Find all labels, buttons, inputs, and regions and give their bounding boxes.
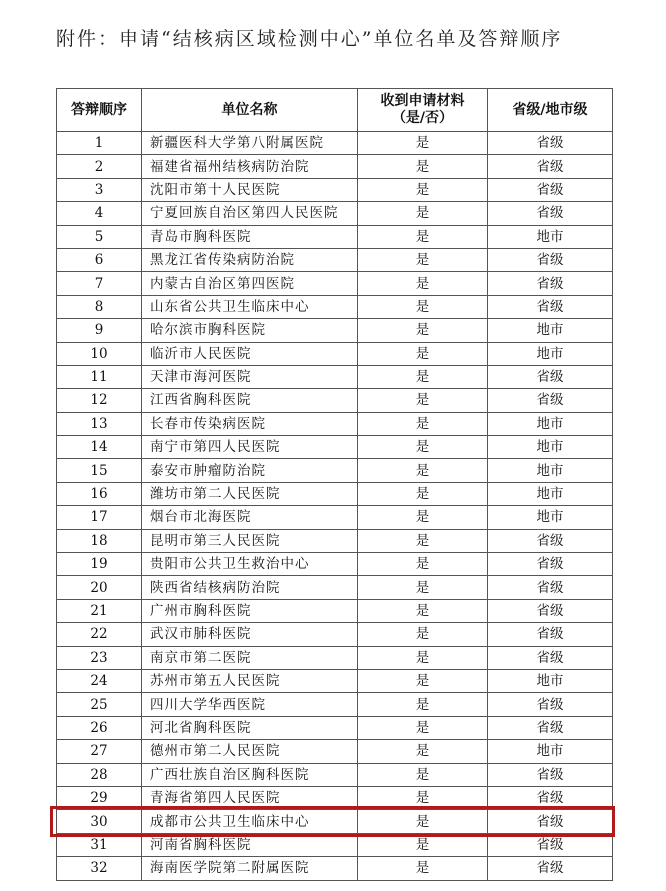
- cell-unit-name: 四川大学华西医院: [142, 693, 358, 716]
- cell-unit-name: 江西省胸科医院: [142, 389, 358, 412]
- cell-unit-name: 潍坊市第二人民医院: [142, 482, 358, 505]
- table-row: [57, 857, 613, 880]
- cell-unit-name: 青海省第四人民医院: [142, 786, 358, 809]
- cell-unit-name: 新疆医科大学第八附属医院: [142, 132, 358, 155]
- cell-order: 28: [57, 763, 142, 786]
- cell-unit-name: 德州市第二人民医院: [142, 740, 358, 763]
- cell-unit-name: 武汉市肺科医院: [142, 623, 358, 646]
- cell-unit-name: 内蒙古自治区第四医院: [142, 272, 358, 295]
- table-row: [57, 599, 613, 622]
- table-row: [57, 810, 613, 833]
- cell-received: 是: [358, 576, 488, 599]
- table-row: [57, 833, 613, 856]
- cell-received: 是: [358, 740, 488, 763]
- cell-level: 地市: [488, 342, 613, 365]
- cell-level: 地市: [488, 412, 613, 435]
- cell-order: 1: [57, 132, 142, 155]
- cell-received: 是: [358, 248, 488, 271]
- cell-order: 10: [57, 342, 142, 365]
- cell-received: 是: [358, 365, 488, 388]
- cell-unit-name: 青岛市胸科医院: [142, 225, 358, 248]
- cell-received: 是: [358, 553, 488, 576]
- cell-level: 省级: [488, 295, 613, 318]
- table-row: [57, 482, 613, 505]
- cell-level: 省级: [488, 833, 613, 856]
- table-row: [57, 786, 613, 809]
- cell-unit-name: 天津市海河医院: [142, 365, 358, 388]
- cell-received: 是: [358, 623, 488, 646]
- cell-unit-name: 沈阳市第十人民医院: [142, 178, 358, 201]
- cell-received: 是: [358, 646, 488, 669]
- cell-order: 6: [57, 248, 142, 271]
- cell-received: 是: [358, 459, 488, 482]
- cell-received: 是: [358, 295, 488, 318]
- cell-received: 是: [358, 412, 488, 435]
- table-row: [57, 459, 613, 482]
- cell-level: 省级: [488, 365, 613, 388]
- cell-level: 地市: [488, 319, 613, 342]
- cell-received: 是: [358, 342, 488, 365]
- table-row: [57, 342, 613, 365]
- cell-order: 20: [57, 576, 142, 599]
- table-row: [57, 202, 613, 225]
- cell-order: 23: [57, 646, 142, 669]
- table-row: [57, 763, 613, 786]
- cell-unit-name: 福建省福州结核病防治院: [142, 155, 358, 178]
- table-body: [57, 132, 613, 881]
- cell-order: 29: [57, 786, 142, 809]
- table-row: [57, 669, 613, 692]
- cell-received: 是: [358, 225, 488, 248]
- cell-order: 8: [57, 295, 142, 318]
- table-row: [57, 716, 613, 739]
- cell-unit-name: 苏州市第五人民医院: [142, 669, 358, 692]
- cell-level: 省级: [488, 810, 613, 833]
- cell-level: 地市: [488, 669, 613, 692]
- cell-level: 省级: [488, 178, 613, 201]
- cell-received: 是: [358, 178, 488, 201]
- document-title: 附件：申请“结核病区域检测中心”单位名单及答辩顺序: [56, 28, 563, 50]
- cell-received: 是: [358, 272, 488, 295]
- cell-level: 省级: [488, 272, 613, 295]
- table-row: [57, 529, 613, 552]
- cell-level: 省级: [488, 786, 613, 809]
- cell-unit-name: 黑龙江省传染病防治院: [142, 248, 358, 271]
- cell-level: 省级: [488, 693, 613, 716]
- cell-order: 12: [57, 389, 142, 412]
- table-row: [57, 178, 613, 201]
- cell-received: 是: [358, 599, 488, 622]
- cell-received: 是: [358, 669, 488, 692]
- cell-unit-name: 海南医学院第二附属医院: [142, 857, 358, 880]
- unit-list-table: [56, 88, 613, 881]
- cell-unit-name: 哈尔滨市胸科医院: [142, 319, 358, 342]
- cell-unit-name: 烟台市北海医院: [142, 506, 358, 529]
- cell-order: 21: [57, 599, 142, 622]
- cell-received: 是: [358, 482, 488, 505]
- cell-level: 省级: [488, 599, 613, 622]
- cell-level: 省级: [488, 646, 613, 669]
- table-row: [57, 506, 613, 529]
- cell-received: 是: [358, 202, 488, 225]
- cell-order: 4: [57, 202, 142, 225]
- cell-unit-name: 南宁市第四人民医院: [142, 436, 358, 459]
- table-row: [57, 740, 613, 763]
- cell-level: 省级: [488, 623, 613, 646]
- table-row: [57, 436, 613, 459]
- cell-order: 13: [57, 412, 142, 435]
- cell-level: 省级: [488, 857, 613, 880]
- table-row: [57, 623, 613, 646]
- cell-level: 地市: [488, 459, 613, 482]
- cell-received: 是: [358, 436, 488, 459]
- cell-unit-name: 贵阳市公共卫生救治中心: [142, 553, 358, 576]
- table-row: [57, 693, 613, 716]
- cell-level: 省级: [488, 132, 613, 155]
- cell-order: 18: [57, 529, 142, 552]
- table-row: [57, 412, 613, 435]
- cell-order: 27: [57, 740, 142, 763]
- cell-level: 省级: [488, 202, 613, 225]
- cell-unit-name: 河南省胸科医院: [142, 833, 358, 856]
- cell-unit-name: 广西壮族自治区胸科医院: [142, 763, 358, 786]
- cell-level: 地市: [488, 740, 613, 763]
- cell-order: 17: [57, 506, 142, 529]
- table-row: [57, 295, 613, 318]
- cell-level: 省级: [488, 716, 613, 739]
- cell-order: 31: [57, 833, 142, 856]
- header-material-line2: （是/否）: [391, 110, 454, 126]
- cell-received: 是: [358, 529, 488, 552]
- cell-level: 省级: [488, 529, 613, 552]
- cell-level: 省级: [488, 553, 613, 576]
- cell-order: 32: [57, 857, 142, 880]
- cell-level: 地市: [488, 482, 613, 505]
- cell-level: 省级: [488, 155, 613, 178]
- cell-received: 是: [358, 857, 488, 880]
- cell-received: 是: [358, 506, 488, 529]
- table-row: [57, 132, 613, 155]
- cell-order: 5: [57, 225, 142, 248]
- cell-unit-name: 泰安市肿瘤防治院: [142, 459, 358, 482]
- header-material: [358, 89, 488, 132]
- cell-unit-name: 陕西省结核病防治院: [142, 576, 358, 599]
- cell-order: 3: [57, 178, 142, 201]
- header-order: 答辩顺序: [57, 89, 142, 132]
- cell-unit-name: 南京市第二医院: [142, 646, 358, 669]
- table-row: [57, 553, 613, 576]
- cell-received: 是: [358, 763, 488, 786]
- cell-unit-name: 长春市传染病医院: [142, 412, 358, 435]
- cell-level: 省级: [488, 576, 613, 599]
- cell-received: 是: [358, 716, 488, 739]
- cell-order: 7: [57, 272, 142, 295]
- cell-received: 是: [358, 389, 488, 412]
- cell-order: 16: [57, 482, 142, 505]
- cell-received: 是: [358, 319, 488, 342]
- cell-received: 是: [358, 810, 488, 833]
- cell-order: 11: [57, 365, 142, 388]
- cell-order: 22: [57, 623, 142, 646]
- cell-order: 26: [57, 716, 142, 739]
- cell-order: 19: [57, 553, 142, 576]
- table-row: [57, 155, 613, 178]
- cell-order: 24: [57, 669, 142, 692]
- table-header-row: [57, 89, 613, 132]
- table-row: [57, 646, 613, 669]
- cell-order: 14: [57, 436, 142, 459]
- cell-level: 地市: [488, 436, 613, 459]
- cell-received: 是: [358, 693, 488, 716]
- header-level: 省级/地市级: [488, 89, 613, 132]
- cell-level: 省级: [488, 248, 613, 271]
- table-row: [57, 319, 613, 342]
- cell-order: 9: [57, 319, 142, 342]
- header-name: 单位名称: [142, 89, 358, 132]
- cell-unit-name: 临沂市人民医院: [142, 342, 358, 365]
- cell-order: 25: [57, 693, 142, 716]
- cell-order: 15: [57, 459, 142, 482]
- cell-unit-name: 成都市公共卫生临床中心: [142, 810, 358, 833]
- cell-order: 30: [57, 810, 142, 833]
- cell-level: 省级: [488, 389, 613, 412]
- table-row: [57, 225, 613, 248]
- cell-received: 是: [358, 132, 488, 155]
- cell-received: 是: [358, 786, 488, 809]
- cell-unit-name: 河北省胸科医院: [142, 716, 358, 739]
- cell-unit-name: 宁夏回族自治区第四人民医院: [142, 202, 358, 225]
- table-row: [57, 389, 613, 412]
- header-material-line1: 收到申请材料: [380, 93, 465, 109]
- cell-level: 省级: [488, 763, 613, 786]
- table-row: [57, 272, 613, 295]
- cell-level: 地市: [488, 225, 613, 248]
- table-row: [57, 365, 613, 388]
- cell-received: 是: [358, 155, 488, 178]
- cell-received: 是: [358, 833, 488, 856]
- table-row: [57, 248, 613, 271]
- cell-order: 2: [57, 155, 142, 178]
- table-row: [57, 576, 613, 599]
- cell-unit-name: 山东省公共卫生临床中心: [142, 295, 358, 318]
- cell-unit-name: 昆明市第三人民医院: [142, 529, 358, 552]
- cell-level: 地市: [488, 506, 613, 529]
- cell-unit-name: 广州市胸科医院: [142, 599, 358, 622]
